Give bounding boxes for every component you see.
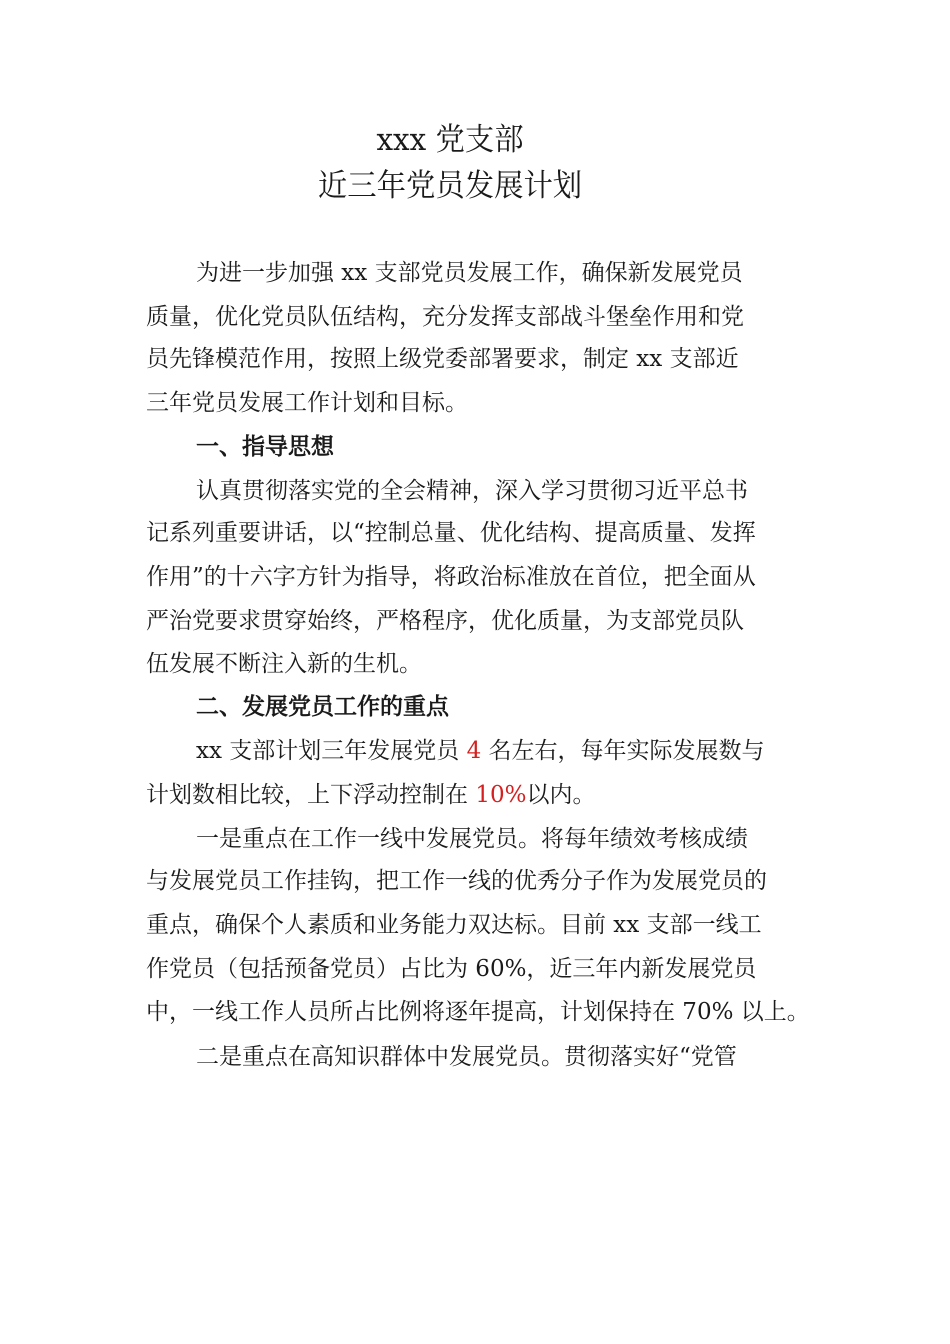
section1-line: 认真贯彻落实党的全会精神，深入学习贯彻习近平总书	[196, 478, 748, 504]
intro-line: 三年党员发展工作计划和目标。	[146, 390, 468, 416]
document-title: 近三年党员发展计划	[317, 168, 583, 204]
section1-line: 严治党要求贯穿始终，严格程序，优化质量，为支部党员队	[146, 608, 744, 634]
point1-line: 一是重点在工作一线中发展党员。将每年绩效考核成绩	[196, 826, 748, 852]
plan-text: 以内。	[526, 782, 596, 808]
section-heading-guiding-ideology: 一、指导思想	[196, 434, 334, 460]
plan-fluctuation-percent: 10%	[475, 782, 527, 808]
intro-line: 质量，优化党员队伍结构，充分发挥支部战斗堡垒作用和党	[146, 304, 744, 330]
point1-line: 作党员（包括预备党员）占比为 60%，近三年内新发展党员	[146, 956, 757, 982]
section-heading-key-points: 二、发展党员工作的重点	[196, 694, 449, 720]
point1-line: 重点，确保个人素质和业务能力双达标。目前 xx 支部一线工	[146, 912, 762, 938]
section1-line: 记系列重要讲话，以“控制总量、优化结构、提高质量、发挥	[146, 520, 756, 546]
section1-line: 伍发展不断注入新的生机。	[146, 651, 422, 677]
plan-text: 计划数相比较，上下浮动控制在	[146, 782, 476, 808]
section1-line: 作用”的十六字方针为指导，将政治标准放在首位，把全面从	[146, 564, 756, 590]
point1-line: 与发展党员工作挂钩，把工作一线的优秀分子作为发展党员的	[146, 868, 767, 894]
point1-line: 中，一线工作人员所占比例将逐年提高，计划保持在 70% 以上。	[146, 999, 810, 1025]
intro-line: 为进一步加强 xx 支部党员发展工作，确保新发展党员	[196, 260, 743, 286]
plan-text: xx 支部计划三年发展党员	[196, 738, 467, 764]
document-title-org: xxx 党支部	[376, 122, 524, 158]
plan-line	[196, 736, 765, 766]
plan-member-count: 4	[466, 738, 482, 764]
plan-line	[146, 780, 595, 810]
plan-text: 名左右，每年实际发展数与	[481, 738, 765, 764]
point2-line: 二是重点在高知识群体中发展党员。贯彻落实好“党管	[196, 1044, 737, 1070]
intro-line: 员先锋模范作用，按照上级党委部署要求，制定 xx 支部近	[146, 346, 739, 372]
